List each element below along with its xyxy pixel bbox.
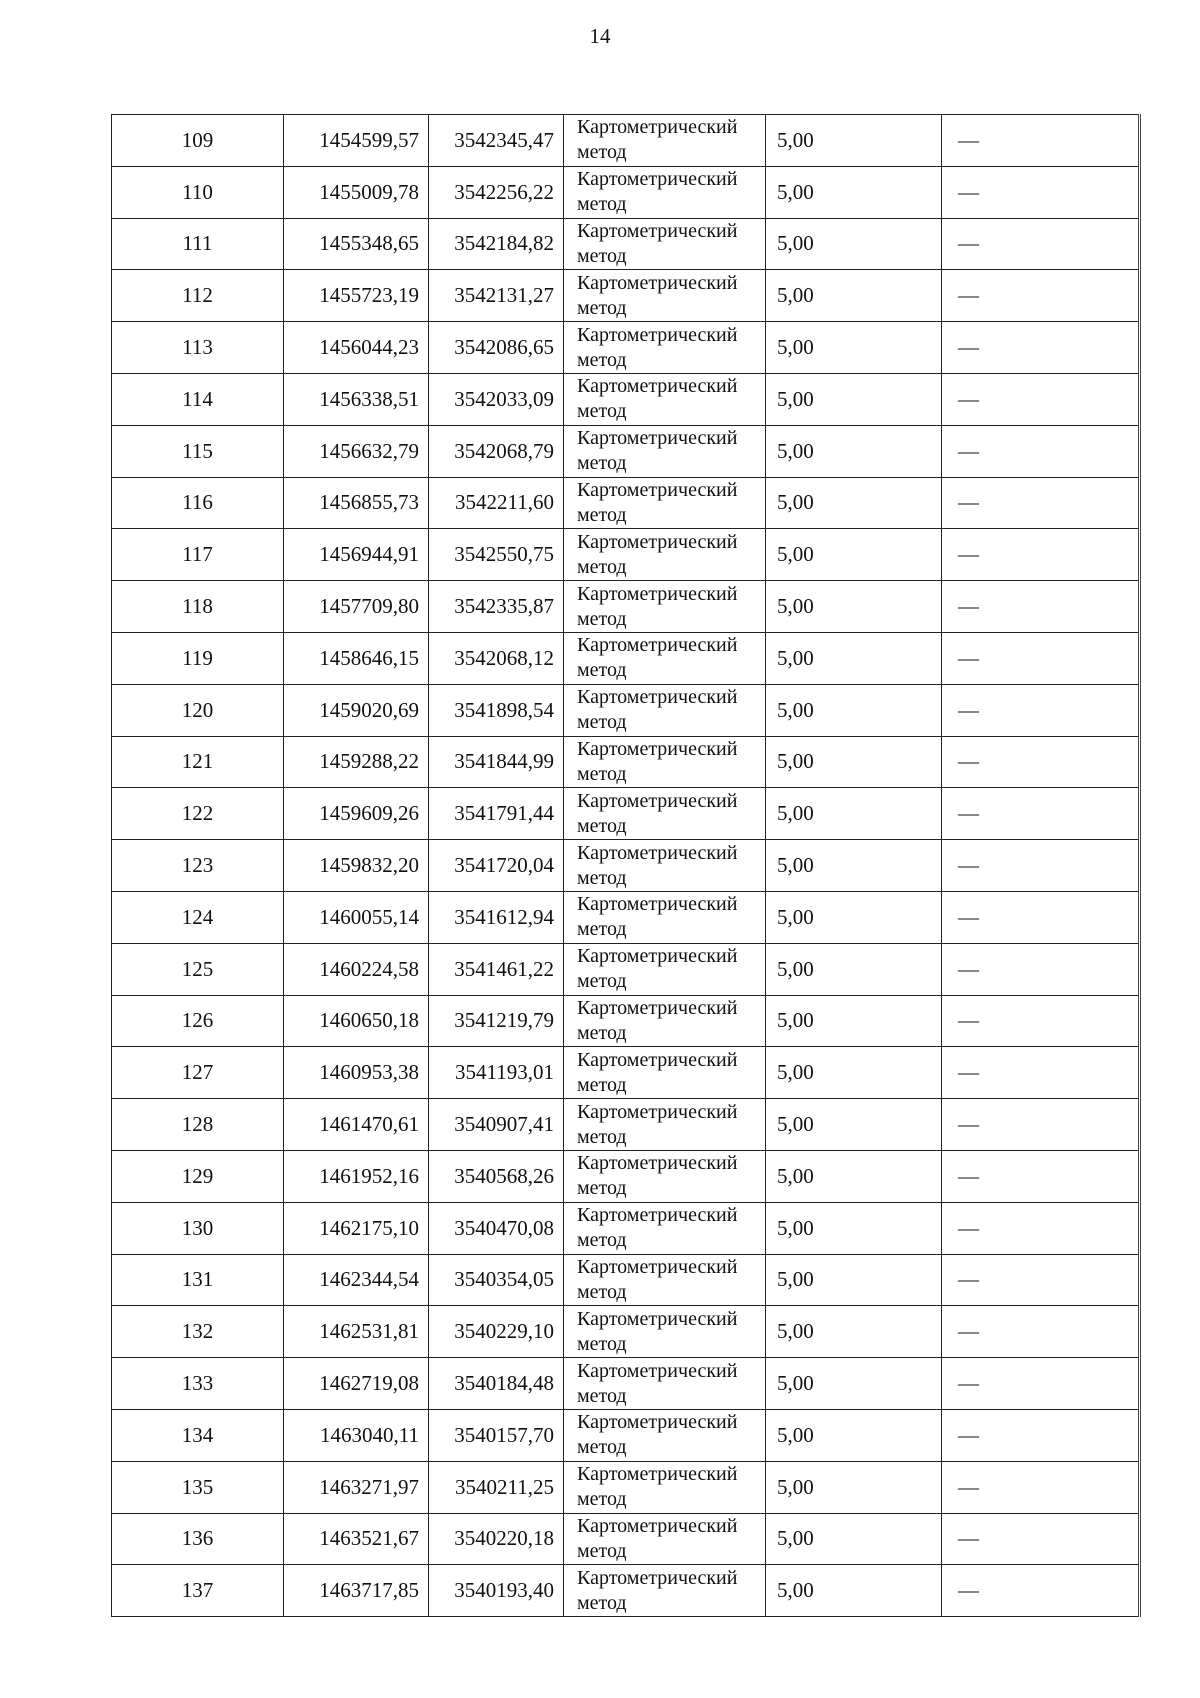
x-coordinate-cell: 1456338,51 <box>284 373 429 425</box>
method-line-1: Картометрический <box>577 1411 738 1434</box>
x-coordinate-cell: 1456855,73 <box>284 477 429 529</box>
point-number-cell: 137 <box>112 1565 284 1617</box>
table-row <box>112 1254 1140 1306</box>
y-coordinate-cell: 3542086,65 <box>429 322 564 374</box>
accuracy-cell: 5,00 <box>766 788 942 840</box>
point-number-cell: 111 <box>112 218 284 270</box>
method-cell <box>564 477 766 529</box>
accuracy-cell: 5,00 <box>766 1150 942 1202</box>
x-coordinate-cell: 1463717,85 <box>284 1565 429 1617</box>
x-coordinate-cell: 1462344,54 <box>284 1254 429 1306</box>
y-coordinate-cell: 3541193,01 <box>429 1047 564 1099</box>
method-line-2: метод <box>577 244 627 267</box>
y-coordinate-cell: 3541791,44 <box>429 788 564 840</box>
method-line-1: Картометрический <box>577 427 738 450</box>
point-number-cell: 132 <box>112 1306 284 1358</box>
method-line-2: метод <box>577 193 627 216</box>
table-row <box>112 115 1140 167</box>
method-cell <box>564 995 766 1047</box>
method-cell <box>564 1254 766 1306</box>
method-line-1: Картометрический <box>577 841 738 864</box>
method-line-2: метод <box>577 1021 627 1044</box>
description-cell: — <box>942 840 1140 892</box>
method-cell <box>564 270 766 322</box>
x-coordinate-cell: 1463521,67 <box>284 1513 429 1565</box>
table-row <box>112 529 1140 581</box>
table-row <box>112 373 1140 425</box>
method-cell <box>564 1409 766 1461</box>
method-cell <box>564 1150 766 1202</box>
y-coordinate-cell: 3542256,22 <box>429 166 564 218</box>
description-cell: — <box>942 1099 1140 1151</box>
x-coordinate-cell: 1458646,15 <box>284 632 429 684</box>
table-row <box>112 788 1140 840</box>
y-coordinate-cell: 3540220,18 <box>429 1513 564 1565</box>
method-line-1: Картометрический <box>577 1359 738 1382</box>
method-cell <box>564 736 766 788</box>
y-coordinate-cell: 3540229,10 <box>429 1306 564 1358</box>
method-line-1: Картометрический <box>577 219 738 242</box>
accuracy-cell: 5,00 <box>766 736 942 788</box>
point-number-cell: 124 <box>112 891 284 943</box>
y-coordinate-cell: 3540193,40 <box>429 1565 564 1617</box>
x-coordinate-cell: 1462531,81 <box>284 1306 429 1358</box>
method-line-1: Картометрический <box>577 893 738 916</box>
accuracy-cell: 5,00 <box>766 995 942 1047</box>
table-row <box>112 1202 1140 1254</box>
description-cell: — <box>942 1461 1140 1513</box>
description-cell: — <box>942 788 1140 840</box>
method-line-2: метод <box>577 503 627 526</box>
method-cell <box>564 1565 766 1617</box>
accuracy-cell: 5,00 <box>766 1358 942 1410</box>
accuracy-cell: 5,00 <box>766 166 942 218</box>
description-cell: — <box>942 373 1140 425</box>
accuracy-cell: 5,00 <box>766 322 942 374</box>
description-cell: — <box>942 1150 1140 1202</box>
x-coordinate-cell: 1463271,97 <box>284 1461 429 1513</box>
x-coordinate-cell: 1462175,10 <box>284 1202 429 1254</box>
method-line-2: метод <box>577 607 627 630</box>
description-cell: — <box>942 943 1140 995</box>
point-number-cell: 129 <box>112 1150 284 1202</box>
method-line-2: метод <box>577 762 627 785</box>
method-cell <box>564 373 766 425</box>
method-line-1: Картометрический <box>577 996 738 1019</box>
method-line-2: метод <box>577 296 627 319</box>
x-coordinate-cell: 1457709,80 <box>284 581 429 633</box>
method-cell <box>564 891 766 943</box>
method-cell <box>564 840 766 892</box>
table-row <box>112 943 1140 995</box>
method-line-2: метод <box>577 1280 627 1303</box>
y-coordinate-cell: 3542068,79 <box>429 425 564 477</box>
description-cell: — <box>942 1409 1140 1461</box>
x-coordinate-cell: 1456044,23 <box>284 322 429 374</box>
accuracy-cell: 5,00 <box>766 373 942 425</box>
y-coordinate-cell: 3542211,60 <box>429 477 564 529</box>
method-line-2: метод <box>577 400 627 423</box>
accuracy-cell: 5,00 <box>766 1254 942 1306</box>
method-line-1: Картометрический <box>577 375 738 398</box>
method-cell <box>564 425 766 477</box>
description-cell: — <box>942 477 1140 529</box>
y-coordinate-cell: 3541612,94 <box>429 891 564 943</box>
point-number-cell: 113 <box>112 322 284 374</box>
y-coordinate-cell: 3540211,25 <box>429 1461 564 1513</box>
method-line-2: метод <box>577 918 627 941</box>
y-coordinate-cell: 3541720,04 <box>429 840 564 892</box>
accuracy-cell: 5,00 <box>766 218 942 270</box>
description-cell: — <box>942 218 1140 270</box>
y-coordinate-cell: 3540907,41 <box>429 1099 564 1151</box>
method-line-1: Картометрический <box>577 1514 738 1537</box>
method-line-1: Картометрический <box>577 530 738 553</box>
description-cell: — <box>942 684 1140 736</box>
description-cell: — <box>942 1202 1140 1254</box>
method-line-1: Картометрический <box>577 1307 738 1330</box>
method-line-1: Картометрический <box>577 634 738 657</box>
y-coordinate-cell: 3541219,79 <box>429 995 564 1047</box>
x-coordinate-cell: 1459609,26 <box>284 788 429 840</box>
y-coordinate-cell: 3542184,82 <box>429 218 564 270</box>
method-line-1: Картометрический <box>577 1463 738 1486</box>
table-row <box>112 581 1140 633</box>
method-cell <box>564 581 766 633</box>
method-line-1: Картометрический <box>577 478 738 501</box>
accuracy-cell: 5,00 <box>766 115 942 167</box>
description-cell: — <box>942 425 1140 477</box>
accuracy-cell: 5,00 <box>766 425 942 477</box>
accuracy-cell: 5,00 <box>766 581 942 633</box>
point-number-cell: 125 <box>112 943 284 995</box>
description-cell: — <box>942 736 1140 788</box>
method-line-2: метод <box>577 659 627 682</box>
method-cell <box>564 115 766 167</box>
point-number-cell: 128 <box>112 1099 284 1151</box>
method-line-1: Картометрический <box>577 323 738 346</box>
x-coordinate-cell: 1459020,69 <box>284 684 429 736</box>
y-coordinate-cell: 3540568,26 <box>429 1150 564 1202</box>
table-row <box>112 1099 1140 1151</box>
point-number-cell: 116 <box>112 477 284 529</box>
y-coordinate-cell: 3542335,87 <box>429 581 564 633</box>
method-line-2: метод <box>577 1177 627 1200</box>
accuracy-cell: 5,00 <box>766 684 942 736</box>
method-line-1: Картометрический <box>577 1100 738 1123</box>
description-cell: — <box>942 1306 1140 1358</box>
point-number-cell: 130 <box>112 1202 284 1254</box>
table-row <box>112 1513 1140 1565</box>
description-cell: — <box>942 115 1140 167</box>
x-coordinate-cell: 1460224,58 <box>284 943 429 995</box>
method-cell <box>564 166 766 218</box>
method-cell <box>564 1202 766 1254</box>
accuracy-cell: 5,00 <box>766 1409 942 1461</box>
coordinates-table <box>111 114 1141 1617</box>
description-cell: — <box>942 322 1140 374</box>
accuracy-cell: 5,00 <box>766 1461 942 1513</box>
x-coordinate-cell: 1461952,16 <box>284 1150 429 1202</box>
description-cell: — <box>942 891 1140 943</box>
method-line-2: метод <box>577 1073 627 1096</box>
point-number-cell: 109 <box>112 115 284 167</box>
table-row <box>112 840 1140 892</box>
accuracy-cell: 5,00 <box>766 1565 942 1617</box>
accuracy-cell: 5,00 <box>766 1513 942 1565</box>
description-cell: — <box>942 1254 1140 1306</box>
y-coordinate-cell: 3540354,05 <box>429 1254 564 1306</box>
method-line-2: метод <box>577 1332 627 1355</box>
description-cell: — <box>942 1565 1140 1617</box>
x-coordinate-cell: 1462719,08 <box>284 1358 429 1410</box>
x-coordinate-cell: 1460055,14 <box>284 891 429 943</box>
x-coordinate-cell: 1455723,19 <box>284 270 429 322</box>
description-cell: — <box>942 995 1140 1047</box>
method-line-1: Картометрический <box>577 116 738 139</box>
point-number-cell: 136 <box>112 1513 284 1565</box>
method-line-1: Картометрический <box>577 1204 738 1227</box>
y-coordinate-cell: 3542131,27 <box>429 270 564 322</box>
description-cell: — <box>942 529 1140 581</box>
method-cell <box>564 788 766 840</box>
point-number-cell: 131 <box>112 1254 284 1306</box>
method-line-2: метод <box>577 1125 627 1148</box>
description-cell: — <box>942 166 1140 218</box>
method-line-2: метод <box>577 452 627 475</box>
y-coordinate-cell: 3542068,12 <box>429 632 564 684</box>
table-row <box>112 425 1140 477</box>
table-row <box>112 995 1140 1047</box>
y-coordinate-cell: 3540157,70 <box>429 1409 564 1461</box>
accuracy-cell: 5,00 <box>766 943 942 995</box>
description-cell: — <box>942 1047 1140 1099</box>
accuracy-cell: 5,00 <box>766 1047 942 1099</box>
accuracy-cell: 5,00 <box>766 840 942 892</box>
table-row <box>112 632 1140 684</box>
table-row <box>112 1150 1140 1202</box>
point-number-cell: 117 <box>112 529 284 581</box>
method-line-1: Картометрический <box>577 271 738 294</box>
accuracy-cell: 5,00 <box>766 1099 942 1151</box>
x-coordinate-cell: 1459832,20 <box>284 840 429 892</box>
table-row <box>112 684 1140 736</box>
x-coordinate-cell: 1455348,65 <box>284 218 429 270</box>
method-cell <box>564 1461 766 1513</box>
x-coordinate-cell: 1455009,78 <box>284 166 429 218</box>
method-line-2: метод <box>577 1539 627 1562</box>
x-coordinate-cell: 1460650,18 <box>284 995 429 1047</box>
method-line-2: метод <box>577 555 627 578</box>
table-row <box>112 218 1140 270</box>
method-line-2: метод <box>577 348 627 371</box>
method-cell <box>564 1513 766 1565</box>
description-cell: — <box>942 581 1140 633</box>
point-number-cell: 121 <box>112 736 284 788</box>
table-row <box>112 477 1140 529</box>
point-number-cell: 135 <box>112 1461 284 1513</box>
y-coordinate-cell: 3541844,99 <box>429 736 564 788</box>
method-cell <box>564 529 766 581</box>
method-cell <box>564 322 766 374</box>
method-line-1: Картометрический <box>577 1152 738 1175</box>
method-line-2: метод <box>577 1488 627 1511</box>
method-line-2: метод <box>577 1436 627 1459</box>
method-line-2: метод <box>577 141 627 164</box>
accuracy-cell: 5,00 <box>766 529 942 581</box>
method-line-1: Картометрический <box>577 582 738 605</box>
point-number-cell: 122 <box>112 788 284 840</box>
y-coordinate-cell: 3541461,22 <box>429 943 564 995</box>
table-row <box>112 1461 1140 1513</box>
y-coordinate-cell: 3542033,09 <box>429 373 564 425</box>
point-number-cell: 133 <box>112 1358 284 1410</box>
point-number-cell: 118 <box>112 581 284 633</box>
point-number-cell: 127 <box>112 1047 284 1099</box>
table-row <box>112 736 1140 788</box>
x-coordinate-cell: 1461470,61 <box>284 1099 429 1151</box>
point-number-cell: 119 <box>112 632 284 684</box>
point-number-cell: 112 <box>112 270 284 322</box>
method-line-2: метод <box>577 814 627 837</box>
method-line-1: Картометрический <box>577 168 738 191</box>
method-line-2: метод <box>577 1384 627 1407</box>
method-line-1: Картометрический <box>577 945 738 968</box>
y-coordinate-cell: 3540184,48 <box>429 1358 564 1410</box>
method-line-1: Картометрический <box>577 1566 738 1589</box>
accuracy-cell: 5,00 <box>766 1202 942 1254</box>
page-number: 14 <box>589 24 611 48</box>
method-cell <box>564 943 766 995</box>
method-line-2: метод <box>577 711 627 734</box>
method-line-2: метод <box>577 1591 627 1614</box>
method-cell <box>564 1306 766 1358</box>
point-number-cell: 110 <box>112 166 284 218</box>
table-row <box>112 322 1140 374</box>
point-number-cell: 114 <box>112 373 284 425</box>
accuracy-cell: 5,00 <box>766 1306 942 1358</box>
table-row <box>112 1409 1140 1461</box>
description-cell: — <box>942 632 1140 684</box>
y-coordinate-cell: 3542550,75 <box>429 529 564 581</box>
method-line-1: Картометрический <box>577 686 738 709</box>
point-number-cell: 126 <box>112 995 284 1047</box>
table-row <box>112 1306 1140 1358</box>
y-coordinate-cell: 3540470,08 <box>429 1202 564 1254</box>
table-row <box>112 891 1140 943</box>
x-coordinate-cell: 1460953,38 <box>284 1047 429 1099</box>
accuracy-cell: 5,00 <box>766 632 942 684</box>
x-coordinate-cell: 1456944,91 <box>284 529 429 581</box>
method-cell <box>564 1047 766 1099</box>
x-coordinate-cell: 1463040,11 <box>284 1409 429 1461</box>
description-cell: — <box>942 270 1140 322</box>
method-line-1: Картометрический <box>577 1255 738 1278</box>
accuracy-cell: 5,00 <box>766 891 942 943</box>
point-number-cell: 120 <box>112 684 284 736</box>
method-cell <box>564 1358 766 1410</box>
method-cell <box>564 1099 766 1151</box>
description-cell: — <box>942 1513 1140 1565</box>
table-row <box>112 1358 1140 1410</box>
method-cell <box>564 684 766 736</box>
point-number-cell: 134 <box>112 1409 284 1461</box>
method-cell <box>564 632 766 684</box>
y-coordinate-cell: 3542345,47 <box>429 115 564 167</box>
method-cell <box>564 218 766 270</box>
description-cell: — <box>942 1358 1140 1410</box>
method-line-1: Картометрический <box>577 789 738 812</box>
method-line-2: метод <box>577 866 627 889</box>
accuracy-cell: 5,00 <box>766 477 942 529</box>
point-number-cell: 115 <box>112 425 284 477</box>
x-coordinate-cell: 1454599,57 <box>284 115 429 167</box>
table-row <box>112 1047 1140 1099</box>
x-coordinate-cell: 1456632,79 <box>284 425 429 477</box>
point-number-cell: 123 <box>112 840 284 892</box>
coordinates-table-body <box>112 115 1140 1617</box>
method-line-2: метод <box>577 1229 627 1252</box>
method-line-1: Картометрический <box>577 737 738 760</box>
table-row <box>112 270 1140 322</box>
table-row <box>112 166 1140 218</box>
y-coordinate-cell: 3541898,54 <box>429 684 564 736</box>
table-row <box>112 1565 1140 1617</box>
accuracy-cell: 5,00 <box>766 270 942 322</box>
method-line-1: Картометрический <box>577 1048 738 1071</box>
x-coordinate-cell: 1459288,22 <box>284 736 429 788</box>
method-line-2: метод <box>577 970 627 993</box>
